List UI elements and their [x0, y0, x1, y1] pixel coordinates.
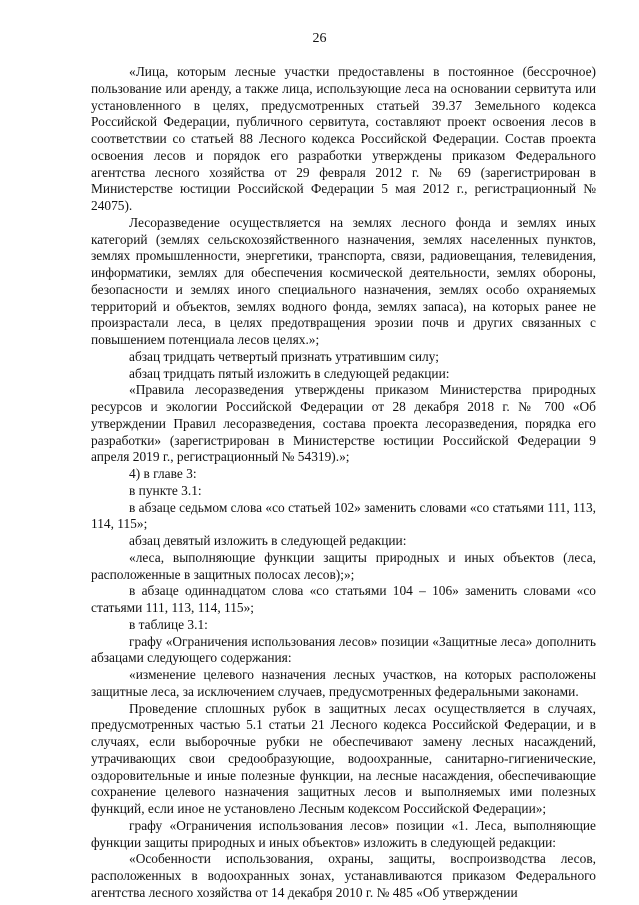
paragraph: абзац тридцать четвертый признать утратившим силу; [129, 348, 439, 364]
paragraph: Проведение сплошных рубок в защитных лесах осуществляется в случаях, предусмотренных частью 5.1 статьи 21 Лесного кодекса Российской Федерации, и в случаях, если выборочные рубки не обеспечивают замену лесных насаждений, утрачивающих свои средообразующие, водоохранные, санитарно-гигиенические, оздоровительные и иные полезные функции, на лесные насаждения, обеспечивающие сохранение целевого назначения защитных лесов и выполняемых ими полезных функций, если иное не установлено Лесным кодексом Российской Федерации»; [91, 700, 596, 816]
paragraph: графу «Ограничения использования лесов» позиции «1. Леса, выполняющие функции защиты природных и иных объектов» изложить в следующей редакции: [91, 817, 596, 850]
paragraph: графу «Ограничения использования лесов» позиции «Защитные леса» дополнить абзацами следующего содержания: [91, 633, 596, 666]
document-body [91, 64, 596, 902]
paragraph: «изменение целевого назначения лесных участков, на которых расположены защитные леса, за исключением случаев, предусмотренных федеральными законами. [91, 667, 596, 699]
paragraph: в пункте 3.1: [129, 482, 202, 498]
page-number: 26 [312, 31, 327, 46]
paragraph: «леса, выполняющие функции защиты природных и иных объектов (леса, расположенные в защитных полосах лесов);»; [91, 549, 596, 582]
paragraph: Лесоразведение осуществляется на землях лесного фонда и землях иных категорий (землях сельскохозяйственного назначения, землях населенных пунктов, землях промышленности, энергетики, транспорта, связи, радиовещания, телевидения, информатики, землях для обеспечения космической деятельности, землях обороны, безопасности и землях иного специального назначения, землях особо охраняемых территорий и объектов, землях водного фонда, землях запаса), на которых ранее не произрастали леса, в целях предотвращения эрозии почв и других связанных с повышением потенциала лесов целях.»; [91, 214, 596, 347]
paragraph: в абзаце седьмом слова «со статьей 102» заменить словами «со статьями 111, 113, 114, 115»; [91, 499, 596, 532]
paragraph: в абзаце одиннадцатом слова «со статьями 104 – 106» заменить словами «со статьями 111, 113, 114, 115»; [91, 583, 596, 615]
paragraph: «Особенности использования, охраны, защиты, воспроизводства лесов, расположенных в водоохранных зонах, устанавливаются приказом Федерального агентства лесного хозяйства от 14 декабря 2010 г. № 485 «Об утверждении [91, 851, 596, 900]
paragraph: в таблице 3.1: [129, 616, 208, 632]
paragraph: «Правила лесоразведения утверждены приказом Министерства природных ресурсов и экологии Российской Федерации от 28 декабря 2018 г. № 700 «Об утверждении Правил лесоразведения, состава проекта лесоразведения, порядка его разработки» (зарегистрирован в Министерстве юстиции Российской Федерации 9 апреля 2019 г., регистрационный № 54319).»; [91, 382, 596, 465]
paragraph: абзац тридцать пятый изложить в следующей редакции: [129, 365, 450, 381]
paragraph: «Лица, которым лесные участки предоставлены в постоянное (бессрочное) пользование или аренду, а также лица, использующие леса на основании сервитута или установленного в целях, предусмотренных статьей 39.37 Земельного кодекса Российской Федерации, публичного сервитута, составляют проект освоения лесов в соответствии со статьей 88 Лесного кодекса Российской Федерации. Состав проекта освоения лесов и порядок его разработки утверждены приказом Федерального агентства лесного хозяйства от 29 февраля 2012 г. № 69 (зарегистрирован в Министерстве юстиции Российской Федерации 5 мая 2012 г., регистрационный № 24075). [91, 64, 596, 213]
paragraph: 4) в главе 3: [129, 466, 197, 481]
paragraph: абзац девятый изложить в следующей редакции: [129, 533, 407, 548]
